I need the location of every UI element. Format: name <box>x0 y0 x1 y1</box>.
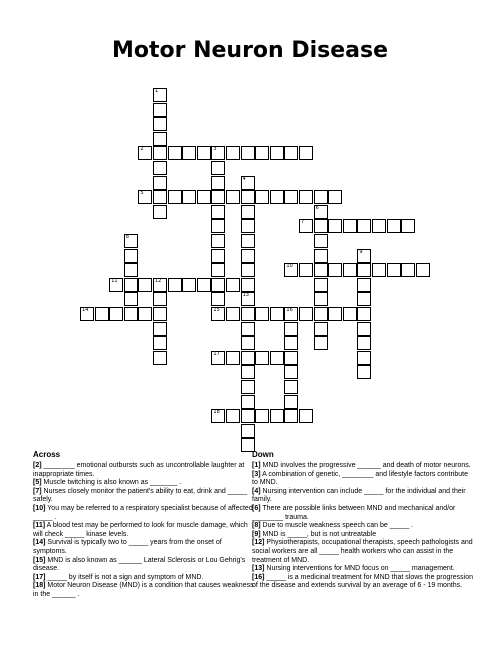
down-clue <box>252 488 474 505</box>
down-clue <box>252 505 474 522</box>
grid-cell[interactable] <box>241 380 255 394</box>
clue-text: MND involves the progressive ______ and death of motor neurons. <box>260 462 471 469</box>
clue-number: 12 <box>155 277 162 284</box>
grid-cell[interactable] <box>211 205 225 219</box>
grid-cell[interactable] <box>197 278 211 292</box>
grid-cell[interactable] <box>241 336 255 350</box>
grid-cell[interactable] <box>211 263 225 277</box>
clue-number-label: [7] <box>33 487 42 495</box>
grid-cell[interactable] <box>226 190 240 204</box>
grid-cell[interactable] <box>357 292 371 306</box>
grid-cell[interactable] <box>241 146 255 160</box>
grid-cell[interactable] <box>153 190 167 204</box>
grid-cell[interactable] <box>372 219 386 233</box>
grid-cell[interactable] <box>255 409 269 423</box>
grid-cell[interactable] <box>284 307 298 321</box>
grid-cell[interactable] <box>284 395 298 409</box>
grid-cell[interactable] <box>401 263 415 277</box>
grid-cell[interactable] <box>314 278 328 292</box>
grid-cell[interactable] <box>153 132 167 146</box>
clue-text: Survival is typically two to _____ years from the onset of symptoms. <box>33 539 222 555</box>
grid-cell[interactable] <box>314 336 328 350</box>
grid-cell[interactable] <box>284 380 298 394</box>
grid-cell[interactable] <box>138 278 152 292</box>
grid-cell[interactable] <box>357 307 371 321</box>
grid-cell[interactable] <box>387 263 401 277</box>
grid-cell[interactable] <box>416 263 430 277</box>
clue-text: MND is also known as ______ Lateral Sclerosis or Lou Gehrig's disease. <box>33 556 246 573</box>
grid-cell[interactable] <box>241 292 255 306</box>
grid-cell[interactable] <box>182 278 196 292</box>
clue-number: 9 <box>359 248 363 255</box>
grid-cell[interactable] <box>284 190 298 204</box>
clue-number-label: [11] <box>33 522 46 530</box>
clue-text: A combination of genetic, ________ and lifestyle factors contribute to MND. <box>252 470 468 487</box>
clue-number-label: [5] <box>33 479 42 487</box>
grid-cell[interactable] <box>226 278 240 292</box>
clue-number-label: [17] <box>33 573 46 581</box>
grid-cell[interactable] <box>168 278 182 292</box>
grid-cell[interactable] <box>270 409 284 423</box>
page-title: Motor Neuron Disease <box>111 38 389 63</box>
clue-text: You may be referred to a respiratory specialist because of affected _____ . <box>33 504 253 521</box>
clue-number: 15 <box>213 307 220 313</box>
clue-number-label: [2] <box>33 462 42 469</box>
grid-cell[interactable] <box>284 146 298 160</box>
grid-cell[interactable] <box>153 322 167 336</box>
grid-cell[interactable] <box>284 409 298 423</box>
grid-cell[interactable] <box>241 249 255 263</box>
clue-number-label: [14] <box>33 539 46 547</box>
grid-cell[interactable] <box>241 263 255 277</box>
grid-cell[interactable] <box>357 322 371 336</box>
clue-number-label: [12] <box>252 539 265 547</box>
grid-cell[interactable] <box>255 307 269 321</box>
grid-cell[interactable] <box>401 219 415 233</box>
grid-cell[interactable] <box>314 249 328 263</box>
clue-text: There are possible links between MND and mechanical and/or ________ trauma. <box>252 504 456 521</box>
grid-cell[interactable] <box>124 292 138 306</box>
clue-number-label: [3] <box>252 470 261 478</box>
clue-text: Nurses closely monitor the patient's ability to eat, drink and _____ safely. <box>33 487 248 504</box>
grid-cell[interactable] <box>211 219 225 233</box>
grid-cell[interactable] <box>328 307 342 321</box>
grid-cell[interactable] <box>299 219 313 233</box>
clue-text: Muscle twitching is also known as _______ . <box>41 479 182 487</box>
grid-cell[interactable] <box>284 365 298 379</box>
grid-cell[interactable] <box>211 307 225 321</box>
down-clue <box>252 539 474 565</box>
clue-number: 17 <box>213 350 220 357</box>
grid-cell[interactable] <box>153 205 167 219</box>
down-clue <box>252 565 474 574</box>
grid-cell[interactable] <box>328 219 342 233</box>
clue-number: 7 <box>301 219 305 226</box>
grid-cell[interactable] <box>153 103 167 117</box>
clue-number: 11 <box>111 277 118 284</box>
grid-cell[interactable] <box>343 219 357 233</box>
grid-cell[interactable] <box>255 190 269 204</box>
grid-cell[interactable] <box>241 424 255 438</box>
down-clue <box>252 574 474 591</box>
grid-cell[interactable] <box>153 161 167 175</box>
across-clue <box>33 479 255 488</box>
clue-text: MND is _____, but is not untreatable <box>260 530 377 538</box>
grid-cell[interactable] <box>153 307 167 321</box>
grid-cell[interactable] <box>153 278 167 292</box>
grid-cell[interactable] <box>138 146 152 160</box>
clue-number: 8 <box>125 234 129 240</box>
grid-cell[interactable] <box>211 278 225 292</box>
grid-cell[interactable] <box>314 219 328 233</box>
grid-cell[interactable] <box>314 234 328 248</box>
grid-cell[interactable] <box>182 190 196 204</box>
clue-text: _____ by itself is not a sign and symptom of MND. <box>45 573 204 581</box>
down-clue <box>252 531 474 540</box>
grid-cell[interactable] <box>80 307 94 321</box>
grid-cell[interactable] <box>124 307 138 321</box>
clue-number: 16 <box>286 307 293 313</box>
grid-cell[interactable] <box>299 409 313 423</box>
grid-cell[interactable] <box>284 322 298 336</box>
grid-cell[interactable] <box>211 249 225 263</box>
grid-cell[interactable] <box>241 205 255 219</box>
grid-cell[interactable] <box>241 234 255 248</box>
clue-text: ________ emotional outbursts such as uncontrollable laughter at inappropriate times. <box>33 462 245 478</box>
grid-cell[interactable] <box>226 409 240 423</box>
across-clue <box>33 582 255 599</box>
down-clue-list <box>252 462 474 591</box>
grid-cell[interactable] <box>387 219 401 233</box>
grid-cell[interactable] <box>372 263 386 277</box>
clue-text: _____ is a medicinal treatment for MND that slows the progression of the disease and extends survival by an average of 6 - 19 months. <box>252 573 473 590</box>
grid-cell[interactable] <box>241 395 255 409</box>
clue-number-label: [9] <box>252 530 261 538</box>
clue-number-label: [16] <box>252 573 265 581</box>
clue-number: 10 <box>286 263 293 270</box>
clue-number: 1 <box>155 88 159 94</box>
grid-cell[interactable] <box>314 263 328 277</box>
grid-cell[interactable] <box>314 190 328 204</box>
grid-cell[interactable] <box>270 190 284 204</box>
grid-cell[interactable] <box>357 249 371 263</box>
grid-cell[interactable] <box>357 365 371 379</box>
grid-cell[interactable] <box>211 176 225 190</box>
grid-cell[interactable] <box>241 322 255 336</box>
clue-text: A blood test may be performed to look for muscle damage, which will check _____ kinase levels. <box>33 522 248 538</box>
grid-cell[interactable] <box>138 307 152 321</box>
grid-cell[interactable] <box>343 263 357 277</box>
grid-cell[interactable] <box>211 161 225 175</box>
grid-cell[interactable] <box>255 146 269 160</box>
grid-cell[interactable] <box>109 278 123 292</box>
grid-cell[interactable] <box>314 307 328 321</box>
clue-number-label: [13] <box>252 565 265 573</box>
grid-cell[interactable] <box>124 249 138 263</box>
grid-cell[interactable] <box>314 205 328 219</box>
clue-number-label: [18] <box>33 582 46 590</box>
clue-text: Motor Neuron Disease (MND) is a condition that causes weakness in the ______ . <box>33 582 254 598</box>
clue-number: 3 <box>213 146 217 153</box>
grid-cell[interactable] <box>211 351 225 365</box>
grid-cell[interactable] <box>284 336 298 350</box>
grid-cell[interactable] <box>241 351 255 365</box>
grid-cell[interactable] <box>241 278 255 292</box>
grid-cell[interactable] <box>153 351 167 365</box>
clue-number-label: [10] <box>33 504 46 512</box>
grid-cell[interactable] <box>241 307 255 321</box>
across-clue <box>33 539 255 556</box>
clue-number-label: [6] <box>252 504 261 512</box>
grid-cell[interactable] <box>357 263 371 277</box>
grid-cell[interactable] <box>153 336 167 350</box>
grid-cell[interactable] <box>211 190 225 204</box>
down-clue <box>252 462 474 471</box>
grid-cell[interactable] <box>328 190 342 204</box>
down-heading: Down <box>252 450 274 459</box>
grid-cell[interactable] <box>124 278 138 292</box>
across-clue <box>33 488 255 505</box>
grid-cell[interactable] <box>197 190 211 204</box>
clue-number: 2 <box>140 146 144 153</box>
grid-cell[interactable] <box>168 190 182 204</box>
grid-cell[interactable] <box>153 88 167 102</box>
across-heading: Across <box>33 450 61 459</box>
across-clue <box>33 462 255 479</box>
grid-cell[interactable] <box>211 234 225 248</box>
clue-number: 6 <box>315 204 319 211</box>
grid-cell[interactable] <box>299 146 313 160</box>
grid-cell[interactable] <box>241 409 255 423</box>
grid-cell[interactable] <box>226 307 240 321</box>
grid-cell[interactable] <box>357 219 371 233</box>
grid-cell[interactable] <box>182 146 196 160</box>
grid-cell[interactable] <box>153 146 167 160</box>
across-clue <box>33 505 255 522</box>
clue-number-label: [4] <box>252 487 261 495</box>
grid-cell[interactable] <box>168 146 182 160</box>
across-clue <box>33 557 255 574</box>
clue-number-label: [1] <box>252 462 261 469</box>
grid-cell[interactable] <box>153 176 167 190</box>
clue-number-label: [15] <box>33 556 46 564</box>
clue-text: Nursing intervention can include _____ for the individual and their family. <box>252 487 466 504</box>
clue-number: 14 <box>82 307 89 313</box>
grid-cell[interactable] <box>357 351 371 365</box>
grid-cell[interactable] <box>314 292 328 306</box>
grid-cell[interactable] <box>109 307 123 321</box>
grid-cell[interactable] <box>343 307 357 321</box>
across-clue <box>33 522 255 539</box>
down-clue <box>252 471 474 488</box>
clue-number: 18 <box>213 409 220 416</box>
clue-number-label: [8] <box>252 522 261 530</box>
grid-cell[interactable] <box>299 307 313 321</box>
across-clue-list <box>33 462 255 600</box>
clue-number: 13 <box>242 292 249 299</box>
grid-cell[interactable] <box>153 292 167 306</box>
grid-cell[interactable] <box>197 146 211 160</box>
grid-cell[interactable] <box>299 263 313 277</box>
grid-cell[interactable] <box>314 322 328 336</box>
grid-cell[interactable] <box>284 351 298 365</box>
grid-cell[interactable] <box>270 307 284 321</box>
grid-cell[interactable] <box>153 117 167 131</box>
grid-cell[interactable] <box>226 351 240 365</box>
grid-cell[interactable] <box>241 176 255 190</box>
clue-text: Due to muscle weakness speech can be _____ . <box>260 522 414 530</box>
grid-cell[interactable] <box>211 146 225 160</box>
clue-text: Nursing interventions for MND focus on _____ management. <box>264 565 455 573</box>
grid-cell[interactable] <box>255 351 269 365</box>
across-clue <box>33 574 255 583</box>
clue-text: Physiotherapists, occupational therapists, speech pathologists and social workers are all _____ health workers who can assist in the treatment of MND. <box>252 539 473 564</box>
grid-cell[interactable] <box>328 263 342 277</box>
grid-cell[interactable] <box>270 351 284 365</box>
grid-cell[interactable] <box>357 336 371 350</box>
grid-cell[interactable] <box>241 365 255 379</box>
grid-cell[interactable] <box>211 409 225 423</box>
grid-cell[interactable] <box>299 190 313 204</box>
grid-cell[interactable] <box>241 190 255 204</box>
down-clue <box>252 522 474 531</box>
grid-cell[interactable] <box>241 219 255 233</box>
grid-cell[interactable] <box>270 146 284 160</box>
clue-number: 5 <box>140 190 144 197</box>
grid-cell[interactable] <box>138 190 152 204</box>
clue-number: 4 <box>242 175 246 182</box>
grid-cell[interactable] <box>357 278 371 292</box>
grid-cell[interactable] <box>124 263 138 277</box>
grid-cell[interactable] <box>226 146 240 160</box>
grid-cell[interactable] <box>124 234 138 248</box>
grid-cell[interactable] <box>284 263 298 277</box>
grid-cell[interactable] <box>95 307 109 321</box>
grid-cell[interactable] <box>211 292 225 306</box>
